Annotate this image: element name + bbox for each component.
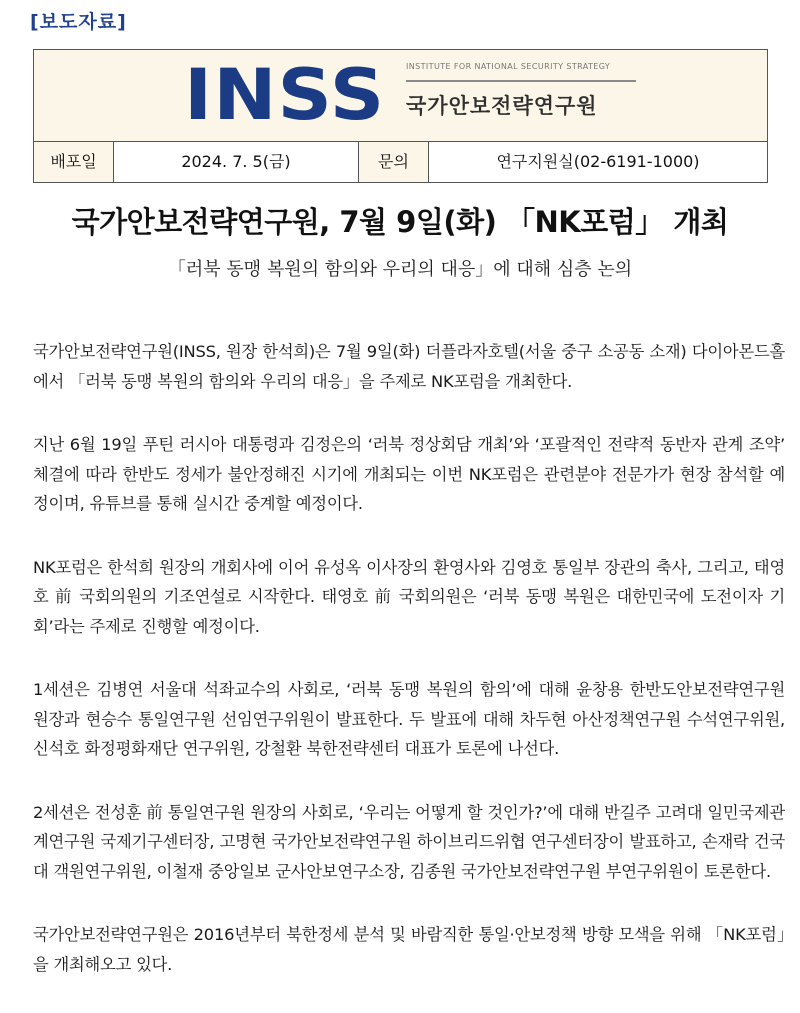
institute-english-name: INSTITUTE FOR NATIONAL SECURITY STRATEGY	[406, 62, 611, 71]
paragraph: 지난 6월 19일 푸틴 러시아 대통령과 김정은의 ‘러북 정상회담 개최’와 ‘포괄적인 전략적 동반자 관계 조약’ 체결에 따라 한반도 정세가 불안정해진 시기에 개최되는 이번 NK포럼은 관련분야 전문가가 현장 참석할 예정이며, 유튜브를 통해 실시간 중계할 예정이다.	[33, 435, 785, 513]
info-row	[34, 142, 767, 182]
page-title: 국가안보전략연구원, 7월 9일(화) 「NK포럼」 개최	[71, 205, 729, 239]
contact-label: 문의	[359, 142, 429, 182]
paragraph: 국가안보전략연구원은 2016년부터 북한정세 분석 및 바람직한 통일·안보정책 방향 모색을 위해 「NK포럼」을 개최해오고 있다.	[33, 925, 785, 974]
institute-korean-name: 국가안보전략연구원	[406, 94, 598, 118]
contact-value: 연구지원실(02-6191-1000)	[496, 152, 700, 171]
release-date-value: 2024. 7. 5(금)	[114, 142, 359, 182]
paragraph: 1세션은 김병연 서울대 석좌교수의 사회로, ‘러북 동맹 복원의 함의’에 대해 윤창용 한반도안보전략연구원 원장과 현승수 통일연구원 선임연구위원이 발표한다. 두 발표에 대해 차두현 아산정책연구원 수석연구위원, 신석호 화정평화재단 연구위원, 강철환 북한전략센터 대표가 토론에 나선다.	[33, 680, 785, 758]
logo-divider	[406, 80, 636, 82]
paragraph: 국가안보전략연구원(INSS, 원장 한석희)은 7월 9일(화) 더플라자호텔(서울 중구 소공동 소재) 다이아몬드홀에서 「러북 동맹 복원의 함의와 우리의 대응」을 주제로 NK포럼을 개최한다.	[33, 342, 785, 391]
inss-logo: INSS	[184, 54, 386, 136]
paragraph: NK포럼은 한석희 원장의 개회사에 이어 유성옥 이사장의 환영사와 김영호 통일부 장관의 축사, 그리고, 태영호 前 국회의원의 기조연설로 시작한다. 태영호 前 국회의원은 ‘러북 동맹 복원은 대한민국에 도전이자 기회’라는 주제로 진행할 예정이다.	[33, 557, 785, 636]
press-release-tag: [보도자료]	[30, 11, 127, 33]
logo-banner	[34, 50, 767, 142]
release-date-label: 배포일	[34, 142, 114, 182]
header-box	[33, 49, 768, 183]
paragraph: 2세션은 전성훈 前 통일연구원 원장의 사회로, ‘우리는 어떻게 할 것인가?’에 대해 반길주 고려대 일민국제관계연구원 국제기구센터장, 고명현 국가안보전략연구원 하이브리드위협 연구센터장이 발표하고, 손재락 건국대 객원연구위원, 이철재 중앙일보 군사안보연구소장, 김종원 국가안보전략연구원 부연구위원이 토론한다.	[33, 802, 785, 881]
article-body	[33, 337, 785, 1013]
page-subtitle: 「러북 동맹 복원의 함의와 우리의 대응」에 대해 심층 논의	[167, 259, 633, 280]
